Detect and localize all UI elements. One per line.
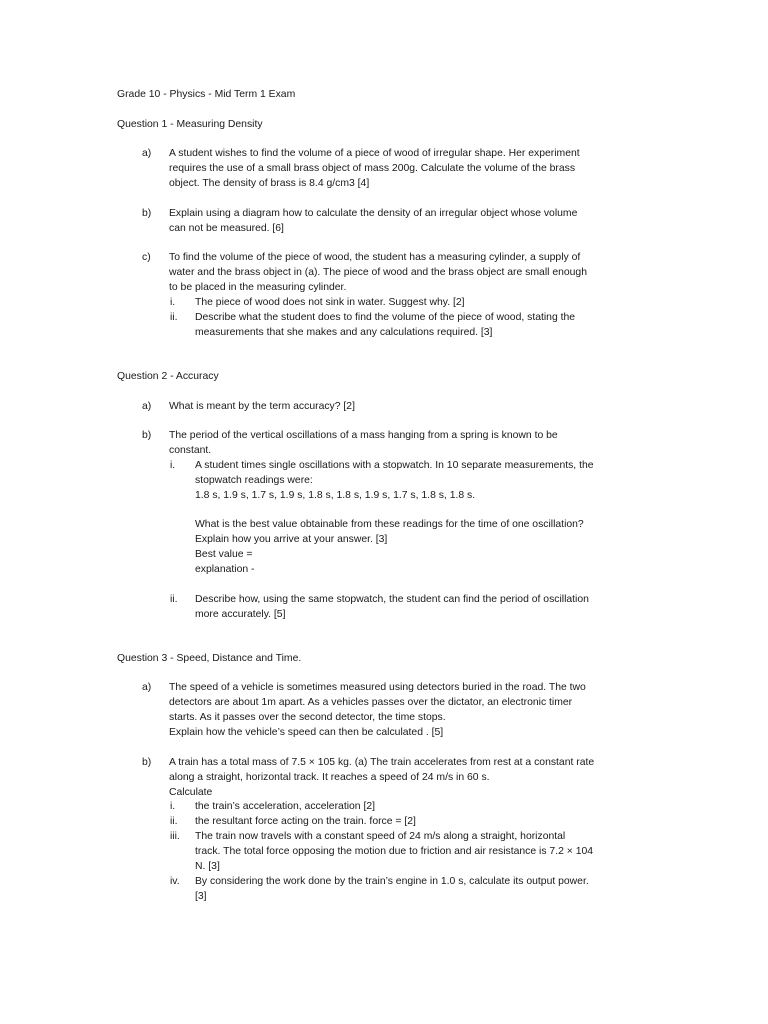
- q3-a-line: detectors are about 1m apart. As a vehicles passes over the dictator, an electronic timer: [169, 697, 573, 708]
- best-value-label: Best value =: [195, 549, 253, 560]
- q3-b-iii-line: N. [3]: [195, 861, 220, 872]
- q1-a-line: A student wishes to find the volume of a piece of wood of irregular shape. Her experiment: [169, 148, 580, 159]
- q3-a-line: The speed of a vehicle is sometimes measured using detectors buried in the road. The two: [169, 682, 586, 693]
- q1-c-ii-line: Describe what the student does to find the volume of the piece of wood, stating the: [195, 312, 576, 323]
- q3-b-i-line: the train’s acceleration, acceleration [2]: [195, 801, 376, 812]
- q3-b-ii-marker: ii.: [170, 816, 178, 827]
- q2-b-ii-marker: ii.: [170, 594, 178, 605]
- question-2-heading: Question 2 - Accuracy: [117, 371, 219, 382]
- q3-a-marker: a): [142, 682, 152, 693]
- q2-b-i-line: A student times single oscillations with a stopwatch. In 10 separate measurements, the: [195, 460, 594, 471]
- q1-a-line: object. The density of brass is 8.4 g/cm3 [4]: [169, 178, 370, 189]
- question-3-heading: Question 3 - Speed, Distance and Time.: [117, 653, 302, 664]
- q2-b-i-line: stopwatch readings were:: [195, 475, 313, 486]
- q1-c-line: water and the brass object in (a). The piece of wood and the brass object are small enough: [169, 267, 587, 278]
- q3-b-iii-line: track. The total force opposing the motion due to friction and air resistance is 7.2 × 104: [195, 846, 594, 857]
- q1-c-line: to be placed in the measuring cylinder.: [169, 282, 347, 293]
- q2-b-line: The period of the vertical oscillations of a mass hanging from a spring is known to be: [169, 430, 558, 441]
- q3-a-line: Explain how the vehicle’s speed can then be calculated . [5]: [169, 727, 444, 738]
- exam-title: Grade 10 - Physics - Mid Term 1 Exam: [117, 89, 296, 100]
- q1-b-line: Explain using a diagram how to calculate the density of an irregular object whose volume: [169, 208, 578, 219]
- q1-b-line: can not be measured. [6]: [169, 223, 284, 234]
- q1-c-marker: c): [142, 252, 151, 263]
- q3-b-ii-line: the resultant force acting on the train. force = [2]: [195, 816, 416, 827]
- q2-a-line: What is meant by the term accuracy? [2]: [169, 401, 355, 412]
- q1-c-i-line: The piece of wood does not sink in water. Suggest why. [2]: [195, 297, 465, 308]
- q1-a-marker: a): [142, 148, 152, 159]
- q2-b-marker: b): [142, 430, 152, 441]
- q1-a-line: requires the use of a small brass object of mass 200g. Calculate the volume of the brass: [169, 163, 576, 174]
- q3-b-marker: b): [142, 757, 152, 768]
- q3-b-iv-line: [3]: [195, 891, 207, 902]
- q1-b-marker: b): [142, 208, 152, 219]
- stopwatch-readings: 1.8 s, 1.9 s, 1.7 s, 1.9 s, 1.8 s, 1.8 s, 1.9 s, 1.7 s, 1.8 s, 1.8 s.: [195, 490, 476, 501]
- question-1-heading: Question 1 - Measuring Density: [117, 119, 263, 130]
- q3-b-iv-line: By considering the work done by the train’s engine in 1.0 s, calculate its output power.: [195, 876, 589, 887]
- q2-b-i-question: What is the best value obtainable from these readings for the time of one oscillation?: [195, 519, 584, 530]
- q3-b-line: along a straight, horizontal track. It reaches a speed of 24 m/s in 60 s.: [169, 772, 490, 783]
- q1-c-ii-marker: ii.: [170, 312, 178, 323]
- q1-c-line: To find the volume of the piece of wood, the student has a measuring cylinder, a supply of: [169, 252, 581, 263]
- q2-b-i-question: Explain how you arrive at your answer. [3]: [195, 534, 388, 545]
- q3-a-line: starts. As it passes over the second detector, the time stops.: [169, 712, 446, 723]
- q2-b-i-marker: i.: [170, 460, 176, 471]
- q2-b-ii-line: more accurately. [5]: [195, 609, 286, 620]
- q3-b-i-marker: i.: [170, 801, 176, 812]
- q2-a-marker: a): [142, 401, 152, 412]
- q2-b-ii-line: Describe how, using the same stopwatch, the student can find the period of oscillation: [195, 594, 589, 605]
- q1-c-i-marker: i.: [170, 297, 176, 308]
- q3-b-iii-marker: iii.: [170, 831, 180, 842]
- q1-c-ii-line: measurements that she makes and any calculations required. [3]: [195, 327, 493, 338]
- explanation-label: explanation -: [195, 564, 255, 575]
- q3-b-iv-marker: iv.: [170, 876, 180, 887]
- q3-b-iii-line: The train now travels with a constant speed of 24 m/s along a straight, horizontal: [195, 831, 566, 842]
- q2-b-line: constant.: [169, 445, 212, 456]
- q3-b-line: Calculate: [169, 787, 213, 798]
- q3-b-line: A train has a total mass of 7.5 × 105 kg. (a) The train accelerates from rest at a constant rate: [169, 757, 595, 768]
